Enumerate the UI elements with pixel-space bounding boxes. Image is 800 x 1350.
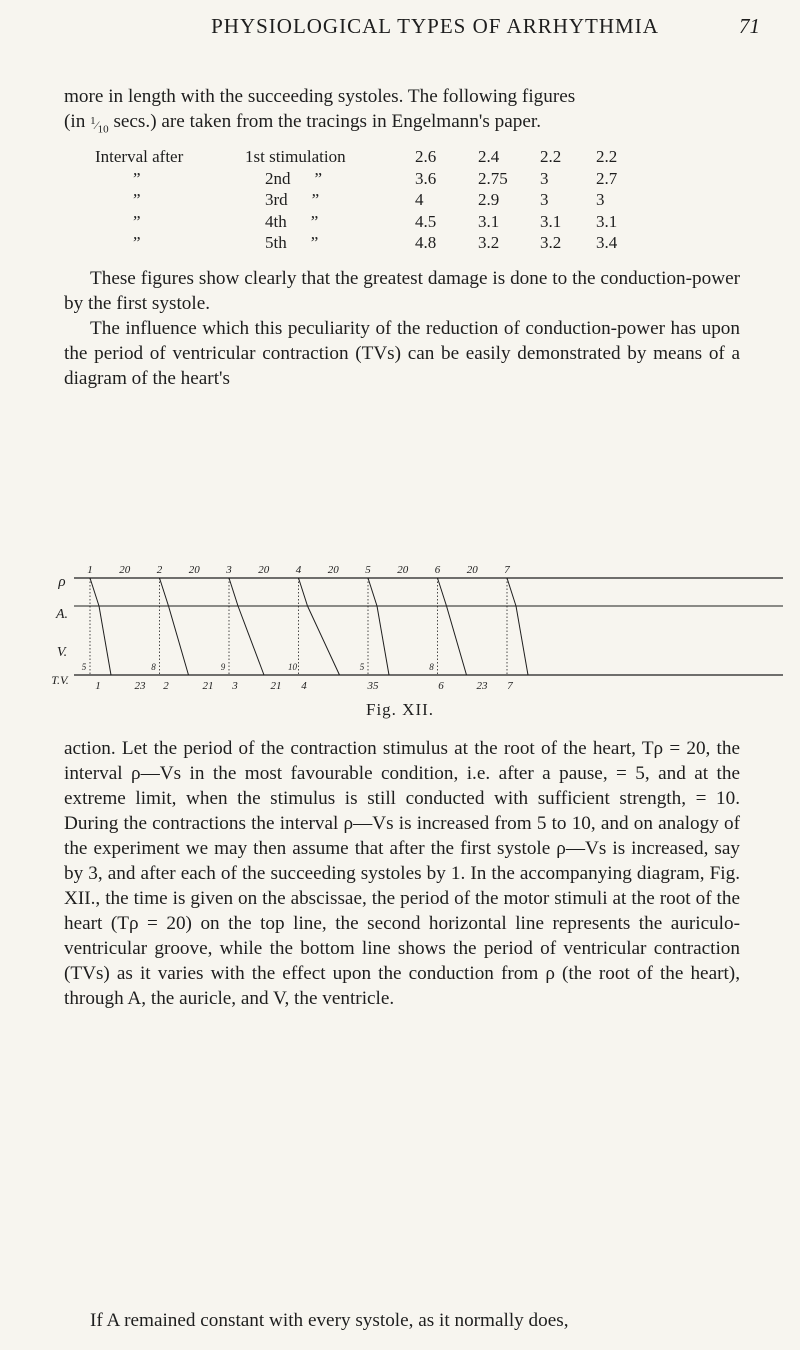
auricle-slant-line: [438, 578, 447, 606]
value-cell: 3.2: [540, 233, 562, 252]
bottom-tick-label: 23: [134, 680, 146, 692]
top-tick-label: 20: [188, 564, 200, 576]
bottom-tick-label: 3: [232, 680, 238, 692]
ventricle-slant-line: [238, 606, 264, 675]
value-cell: 3.1: [596, 211, 618, 231]
value-cell: 2.2: [540, 147, 562, 166]
top-tick-label: 5: [365, 564, 371, 576]
paragraph-figures: These figures show clearly that the greatest damage is done to the conduction-power by the first systole.: [64, 268, 740, 314]
row-label: ”: [133, 190, 141, 209]
bottom-tick-label: 1: [95, 680, 101, 692]
paragraph-last: If A remained constant with every systole, as it normally does,: [90, 1310, 569, 1331]
paragraph-influence: The influence which this peculiarity of the reduction of conduction-power has upon the period of ventricular contraction (TVs) can be easily demonstrated by means of a diagram of the heart's: [64, 318, 740, 389]
ventricle-slant-line: [308, 606, 340, 675]
interval-label: 9: [220, 662, 226, 672]
row-ordinal: 3rd ”: [265, 190, 321, 209]
intro-paragraph: [64, 84, 740, 142]
top-tick-label: 20: [258, 564, 270, 576]
row-label-ventricle: V.: [56, 645, 68, 660]
interval-label: 8: [429, 662, 434, 672]
bottom-tick-label: 4: [301, 680, 307, 692]
top-tick-label: 4: [295, 564, 302, 576]
row-label: Interval after: [95, 147, 184, 166]
value-cell: 2.6: [415, 147, 437, 166]
top-tick-label: 6: [434, 564, 441, 576]
table-row: [95, 169, 636, 191]
auricle-slant-line: [160, 578, 169, 606]
bottom-tick-label: 35: [367, 680, 379, 692]
row-label: ”: [133, 233, 141, 252]
value-cell: 3.4: [596, 233, 618, 252]
table-row: [95, 233, 636, 255]
row-label: ”: [133, 211, 141, 231]
value-cell: 3.1: [540, 211, 562, 231]
value-cell: 3: [540, 168, 549, 188]
value-cell: 2.9: [478, 190, 500, 209]
figure-xii-diagram: [0, 562, 800, 697]
value-cell: 4.5: [415, 211, 437, 231]
table-row: [95, 212, 636, 234]
interval-table: [95, 147, 636, 255]
row-ordinal: 4th ”: [265, 211, 320, 231]
intro-line-2: (in $^1⁄_{10}$ secs.) are taken from the tracings in Engelmann's paper.: [64, 111, 541, 136]
top-tick-label: 7: [504, 564, 510, 576]
value-cell: 2.2: [596, 147, 618, 166]
bottom-tick-label: 2: [163, 680, 169, 692]
page-header: [110, 14, 760, 44]
fraction: $^1⁄_{10}$: [90, 115, 109, 136]
bottom-tick-label: 23: [476, 680, 488, 692]
auricle-slant-line: [90, 578, 99, 606]
value-cell: 3.6: [415, 168, 437, 188]
value-cell: 2.7: [596, 168, 618, 188]
auricle-slant-line: [368, 578, 377, 606]
top-tick-label: 1: [87, 564, 93, 576]
row-ordinal: 5th ”: [265, 233, 320, 252]
auricle-slant-line: [299, 578, 308, 606]
top-tick-label: 20: [119, 564, 131, 576]
row-ordinal: 2nd ”: [265, 168, 324, 188]
top-tick-label: 2: [156, 564, 163, 576]
interval-label: 10: [288, 662, 297, 672]
ventricle-slant-line: [169, 606, 189, 675]
row-label-tv: T.V.: [51, 673, 69, 687]
row-ordinal: 1st stimulation: [245, 147, 346, 166]
value-cell: 3: [540, 190, 549, 209]
bottom-tick-label: 7: [507, 680, 513, 692]
value-cell: 4: [415, 190, 424, 209]
bottom-tick-label: 21: [202, 680, 214, 692]
table-row: [95, 190, 636, 212]
ventricle-slant-line: [377, 606, 389, 675]
row-label: ”: [133, 168, 141, 188]
table-row: [95, 147, 636, 169]
ventricle-slant-line: [516, 606, 528, 675]
row-label-auricle: A.: [55, 607, 69, 622]
value-cell: 3: [596, 190, 605, 209]
value-cell: 3.2: [478, 233, 500, 252]
top-tick-label: 3: [226, 564, 232, 576]
running-title: PHYSIOLOGICAL TYPES OF ARRHYTHMIA: [211, 14, 659, 38]
top-tick-label: 20: [466, 564, 478, 576]
value-cell: 3.1: [478, 211, 500, 231]
value-cell: 2.75: [478, 168, 508, 188]
bottom-tick-label: 21: [270, 680, 282, 692]
page-number: 71: [739, 14, 760, 38]
intro-line-1: more in length with the succeeding systoles. The following figures: [64, 86, 576, 107]
paragraph-action: action. Let the period of the contraction stimulus at the root of the heart, Tρ = 20, the interval ρ—Vs in the most favourable condition, i.e. after a pause, = 5, and at the extreme limit, when the stimulus is still conducted with sufficient strength, = 10. During the contractions the interval ρ—Vs is increased from 5 to 10, and on analogy of the experiment we may then assume that after the first systole ρ—Vs is increased, say by 3, and after each of the succeeding systoles by 1. In the accompanying diagram, Fig. XII., the time is given on the abscissae, the period of the motor stimuli at the root of the heart (Tρ = 20) on the top line, the second horizontal line represents the auriculo-ventricular groove, while the bottom line shows the period of ventricular contraction (TVs) as it varies with the effect upon the conduction from ρ (the root of the heart), through A, the auricle, and V, the ventricle.: [64, 738, 740, 1009]
value-cell: 4.8: [415, 233, 437, 252]
ventricle-slant-line: [99, 606, 111, 675]
row-label-rho: ρ: [58, 574, 66, 590]
ventricle-slant-line: [447, 606, 467, 675]
top-tick-label: 20: [327, 564, 339, 576]
interval-label: 8: [151, 662, 156, 672]
auricle-slant-line: [229, 578, 238, 606]
figure-caption: Fig. XII.: [365, 700, 435, 719]
bottom-tick-label: 6: [438, 680, 444, 692]
auricle-slant-line: [507, 578, 516, 606]
interval-label: 5: [359, 662, 365, 672]
interval-label: 5: [81, 662, 87, 672]
top-tick-label: 20: [397, 564, 409, 576]
value-cell: 2.4: [478, 147, 500, 166]
